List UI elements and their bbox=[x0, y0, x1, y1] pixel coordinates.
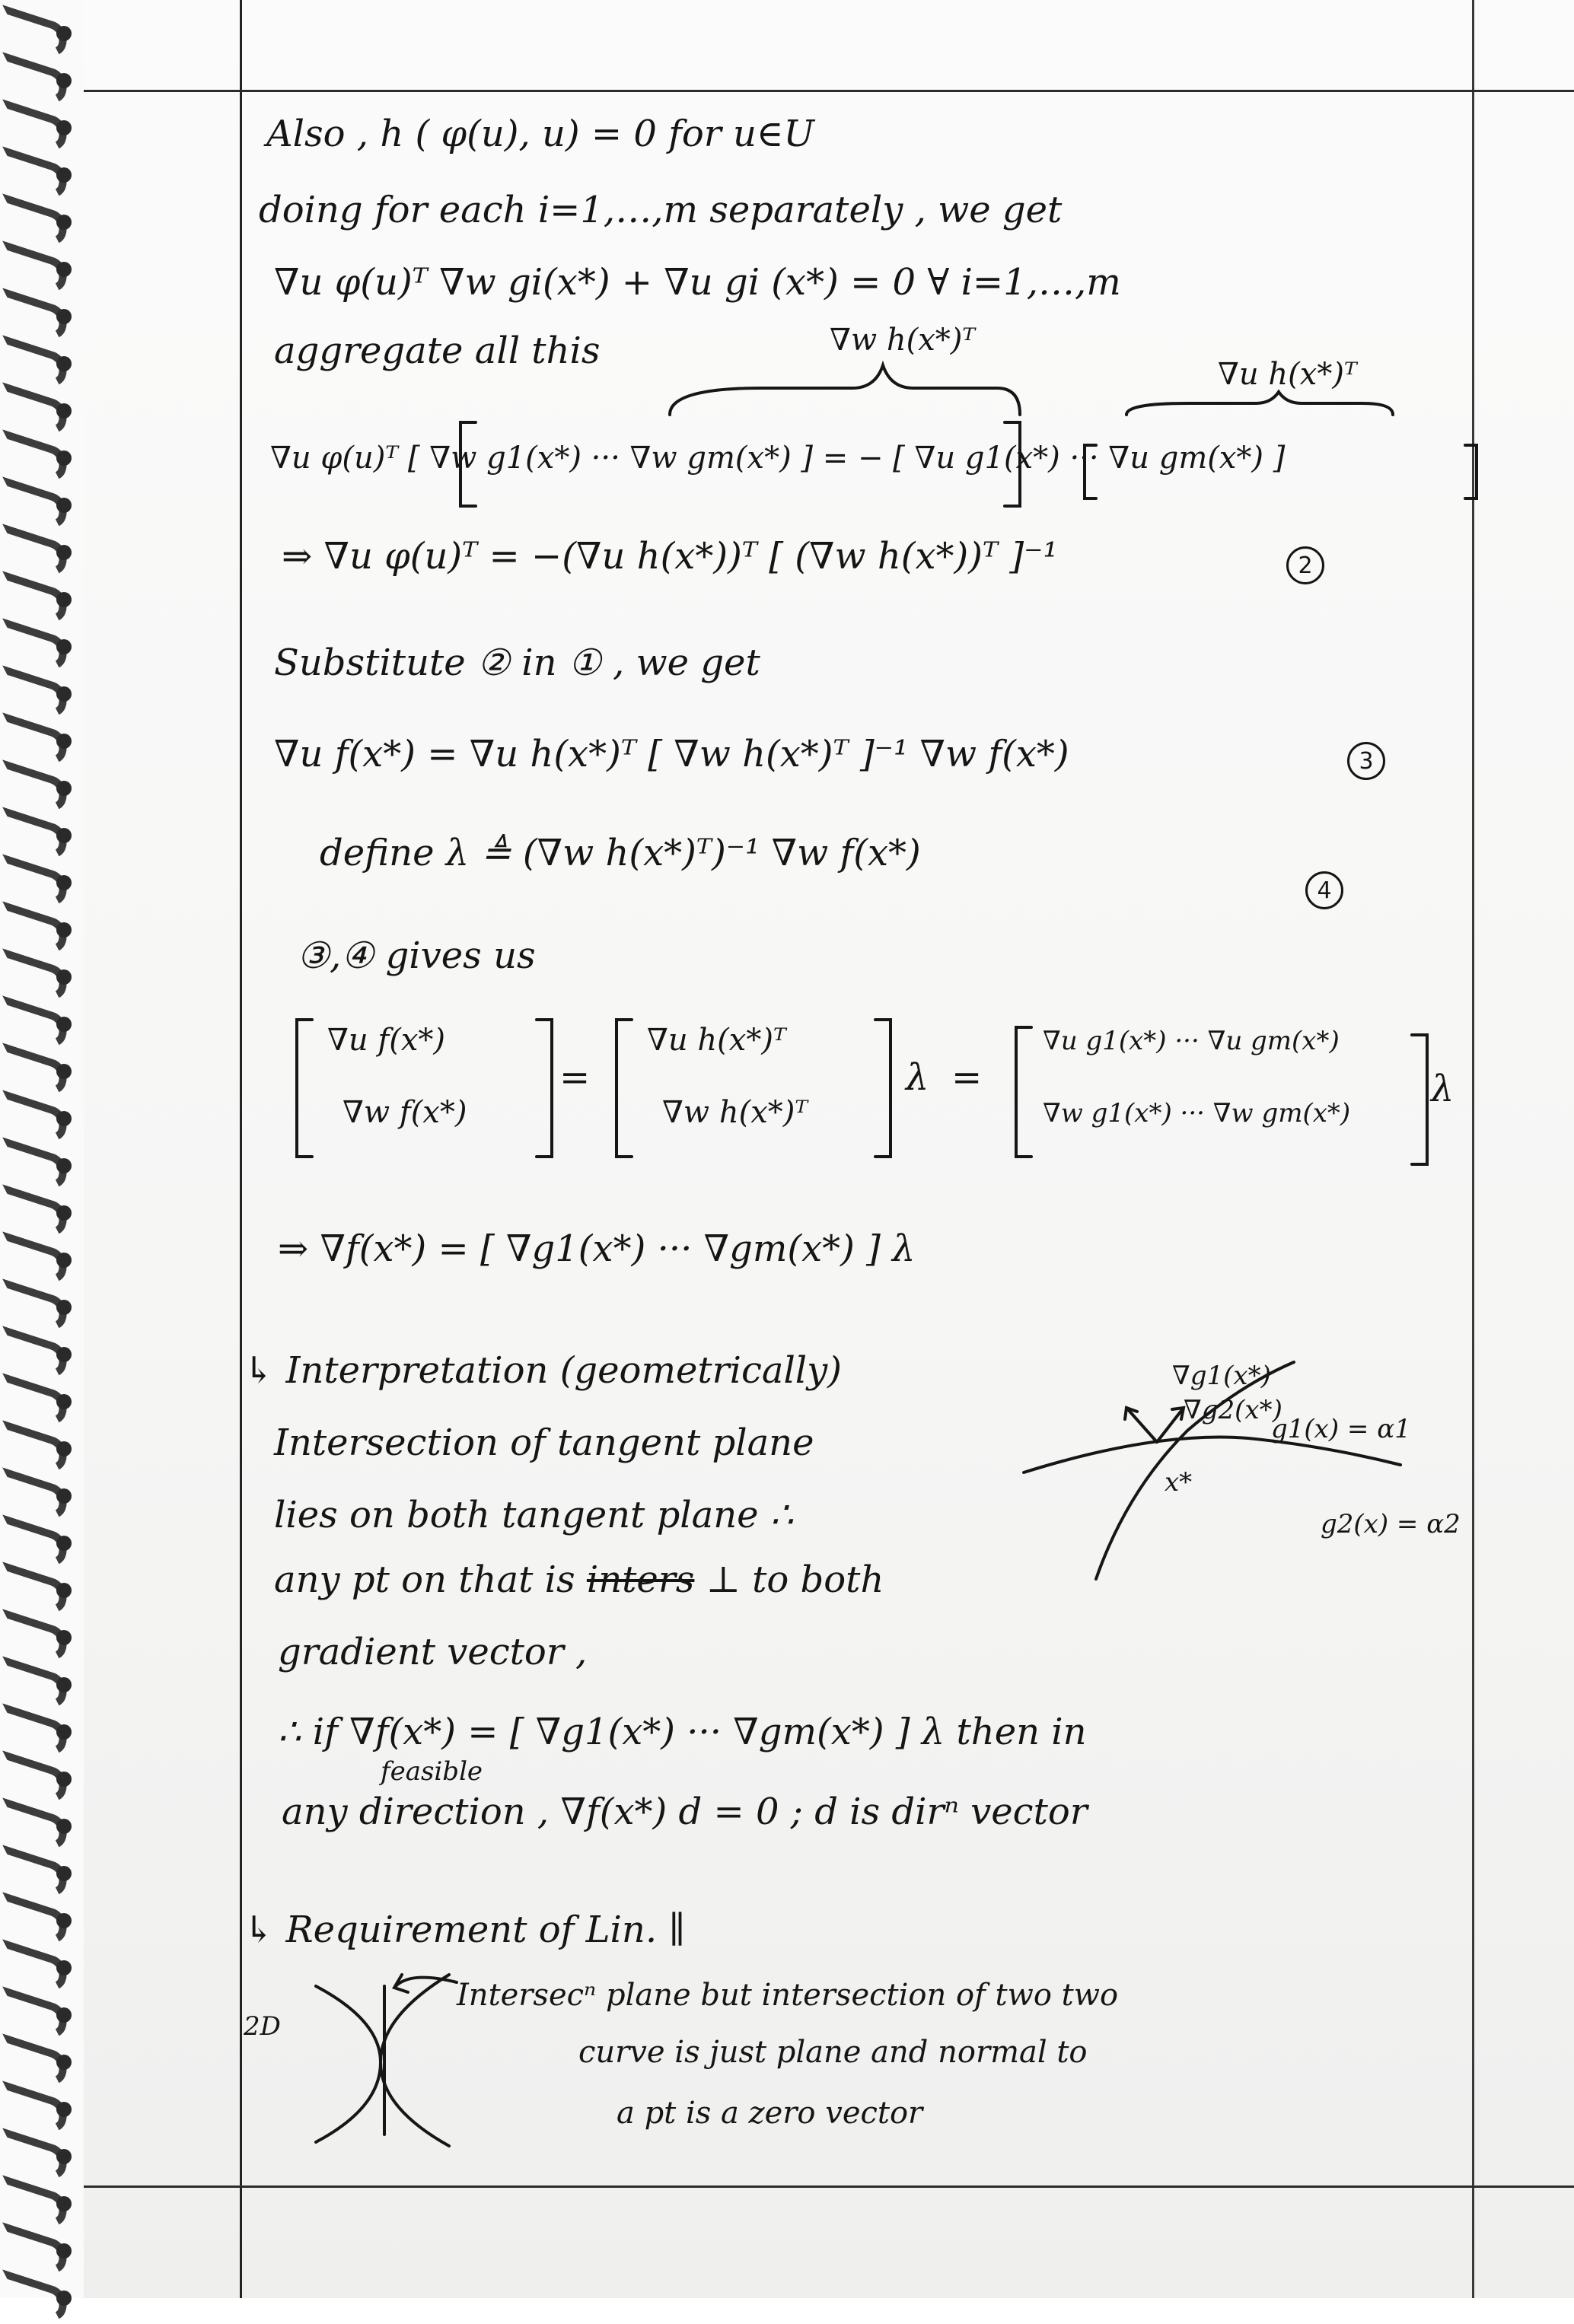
spiral-hole bbox=[56, 1583, 72, 1598]
spiral-hole bbox=[56, 2196, 72, 2211]
matrix-3-close bbox=[1412, 1035, 1427, 1164]
fig2-curve-left-icon bbox=[316, 1986, 381, 2142]
spiral-hole bbox=[56, 1300, 72, 1315]
matrix-3-open bbox=[1016, 1027, 1031, 1157]
spiral-hole bbox=[56, 639, 72, 654]
matrix-2-close bbox=[875, 1020, 891, 1157]
matrix-3-bottom: ∇w g1(x*) ··· ∇w gm(x*) bbox=[1043, 1098, 1351, 1129]
spiral-hole bbox=[56, 686, 72, 702]
note-line-9: define λ ≜ (∇w h(x*)ᵀ)⁻¹ ∇w f(x*) bbox=[320, 832, 921, 874]
note-insert-feasible: feasible bbox=[381, 1756, 483, 1787]
matrix-1-open bbox=[297, 1020, 312, 1157]
fig1-curve-g2-label: g2(x) = α2 bbox=[1321, 1509, 1461, 1539]
note-line-14: Intersection of tangent plane bbox=[274, 1421, 814, 1464]
fig1-grad-g2-label: ∇g2(x*) bbox=[1184, 1395, 1282, 1425]
note-line-18: ∴ if ∇f(x*) = [ ∇g1(x*) ··· ∇gm(x*) ] λ then in bbox=[278, 1711, 1087, 1753]
note-line-6: ⇒ ∇u φ(u)ᵀ = −(∇u h(x*))ᵀ [ (∇w h(x*))ᵀ ]⁻¹ bbox=[282, 535, 1058, 578]
spiral-hole bbox=[56, 120, 72, 135]
note-line-2: doing for each i=1,…,m separately , we get bbox=[259, 189, 1063, 231]
note-line-5: ∇u φ(u)ᵀ [ ∇w g1(x*) ··· ∇w gm(x*) ] = − [ ∇u g1(x*) ··· ∇u gm(x*) ] bbox=[270, 441, 1286, 476]
fig1-grad-arrow-1-icon bbox=[1126, 1408, 1157, 1442]
equation-number-3: 3 bbox=[1347, 742, 1385, 780]
fig2-curve-right-icon bbox=[381, 1975, 449, 2146]
spiral-hole bbox=[56, 1205, 72, 1221]
equation-number-4: 4 bbox=[1305, 871, 1343, 909]
spiral-hole bbox=[56, 1866, 72, 1881]
note-line-3: ∇u φ(u)ᵀ ∇w gi(x*) + ∇u gi (x*) = 0 ∀ i=1,…,m bbox=[274, 261, 1121, 304]
spiral-hole bbox=[56, 2055, 72, 2070]
struck-word: inters bbox=[586, 1558, 695, 1601]
bracket-l5-close-2 bbox=[1465, 445, 1477, 498]
bottom-rule-line bbox=[84, 2186, 1574, 2188]
fig1-grad-arrow-2-icon bbox=[1157, 1408, 1184, 1442]
right-margin-line bbox=[1472, 0, 1474, 2298]
spiral-hole bbox=[56, 73, 72, 88]
note-line-17: gradient vector , bbox=[278, 1631, 588, 1673]
note-line-1: Also , h ( φ(u), u) = 0 for u∈U bbox=[266, 113, 814, 155]
heading-requirement: ↳ Requirement of Lin. ∥ bbox=[244, 1909, 686, 1951]
note-line-16 bbox=[274, 1560, 884, 1600]
spiral-hole bbox=[56, 969, 72, 985]
spiral-hole bbox=[56, 1064, 72, 1079]
spiral-hole bbox=[56, 1441, 72, 1456]
matrix-1-bottom: ∇w f(x*) bbox=[343, 1095, 467, 1130]
spiral-hole bbox=[56, 1724, 72, 1740]
spiral-hole bbox=[56, 734, 72, 749]
spiral-hole bbox=[56, 1536, 72, 1551]
spiral-hole bbox=[56, 1394, 72, 1409]
spiral-hole bbox=[56, 922, 72, 938]
brace-label-left: ∇w h(x*)ᵀ bbox=[830, 323, 976, 358]
spiral-hole bbox=[56, 592, 72, 607]
spiral-hole bbox=[56, 2291, 72, 2306]
top-rule-line bbox=[84, 90, 1574, 92]
spiral-hole bbox=[56, 1347, 72, 1362]
heading-interpretation: ↳ Interpretation (geometrically) bbox=[244, 1349, 842, 1392]
spiral-hole bbox=[56, 1253, 72, 1268]
spiral-hole bbox=[56, 498, 72, 513]
matrix-equals-1: = bbox=[559, 1056, 591, 1099]
left-margin-line bbox=[240, 0, 242, 2298]
spiral-hole bbox=[56, 1913, 72, 1928]
spiral-hole bbox=[56, 1488, 72, 1504]
spiral-hole bbox=[56, 309, 72, 324]
spiral-hole bbox=[56, 450, 72, 466]
note-line-12: ⇒ ∇f(x*) = [ ∇g1(x*) ··· ∇gm(x*) ] λ bbox=[278, 1227, 916, 1270]
spiral-hole bbox=[56, 403, 72, 419]
spiral-hole bbox=[56, 1630, 72, 1645]
note-line-16-end: ⊥ to both bbox=[706, 1558, 884, 1601]
fig1-grad-g1-label: ∇g1(x*) bbox=[1172, 1361, 1271, 1391]
spiral-hole bbox=[56, 2243, 72, 2259]
spiral-binding bbox=[0, 0, 84, 2298]
lambda-1: λ bbox=[906, 1056, 929, 1099]
matrix-equals-2: = bbox=[951, 1056, 983, 1099]
fig2-pointer-arrow-icon bbox=[396, 1978, 457, 1986]
matrix-2-open bbox=[617, 1020, 632, 1157]
spiral-hole bbox=[56, 1772, 72, 1787]
note-line-16-start: any pt on that is bbox=[274, 1558, 575, 1601]
matrix-1-close bbox=[537, 1020, 552, 1157]
lambda-2: λ bbox=[1431, 1068, 1455, 1110]
note-line-21: Intersecⁿ plane but intersection of two two bbox=[457, 1978, 1119, 2013]
brace-right-icon bbox=[1126, 392, 1393, 415]
matrix-3-top: ∇u g1(x*) ··· ∇u gm(x*) bbox=[1043, 1026, 1340, 1056]
spiral-hole bbox=[56, 262, 72, 277]
fig1-point-label: x* bbox=[1165, 1467, 1193, 1498]
spiral-hole bbox=[56, 356, 72, 371]
note-line-23: a pt is a zero vector bbox=[617, 2096, 923, 2131]
spiral-hole bbox=[56, 167, 72, 183]
spiral-hole bbox=[56, 26, 72, 41]
note-line-22: curve is just plane and normal to bbox=[578, 2035, 1088, 2070]
note-line-8: ∇u f(x*) = ∇u h(x*)ᵀ [ ∇w h(x*)ᵀ ]⁻¹ ∇w f(x*) bbox=[274, 733, 1069, 775]
spiral-hole bbox=[56, 875, 72, 890]
fig1-curve-g1-label: g1(x) = α1 bbox=[1271, 1414, 1411, 1444]
matrix-2-bottom: ∇w h(x*)ᵀ bbox=[662, 1095, 808, 1130]
note-line-7: Substitute ② in ① , we get bbox=[274, 641, 760, 684]
note-line-4: aggregate all this bbox=[274, 329, 601, 372]
fig2-arrowhead-icon bbox=[394, 1975, 408, 1992]
fig1-arrowhead-1-icon bbox=[1125, 1408, 1137, 1419]
spiral-hole bbox=[56, 781, 72, 796]
spiral-hole bbox=[56, 215, 72, 230]
matrix-2-top: ∇u h(x*)ᵀ bbox=[647, 1023, 786, 1058]
equation-number-2: 2 bbox=[1286, 546, 1324, 584]
brace-left-icon bbox=[670, 365, 1020, 415]
note-line-10: ③,④ gives us bbox=[297, 934, 536, 977]
matrix-1-top: ∇u f(x*) bbox=[327, 1023, 445, 1058]
note-line-15: lies on both tangent plane ∴ bbox=[274, 1494, 794, 1536]
spiral-hole bbox=[56, 1960, 72, 1975]
note-line-19: any direction , ∇f(x*) d = 0 ; d is dirⁿ vector bbox=[282, 1791, 1088, 1833]
spiral-hole bbox=[56, 1819, 72, 1834]
spiral-hole bbox=[56, 2007, 72, 2023]
spiral-hole bbox=[56, 2102, 72, 2117]
spiral-hole bbox=[56, 1158, 72, 1173]
brace-label-right: ∇u h(x*)ᵀ bbox=[1218, 357, 1357, 392]
spiral-hole bbox=[56, 828, 72, 843]
spiral-hole bbox=[56, 1677, 72, 1692]
spiral-hole bbox=[56, 1017, 72, 1032]
fig1-arrowhead-2-icon bbox=[1172, 1408, 1184, 1419]
spiral-hole bbox=[56, 545, 72, 560]
spiral-hole bbox=[56, 2149, 72, 2164]
fig2-2d-label: 2D bbox=[244, 2011, 281, 2042]
spiral-hole bbox=[56, 1111, 72, 1126]
